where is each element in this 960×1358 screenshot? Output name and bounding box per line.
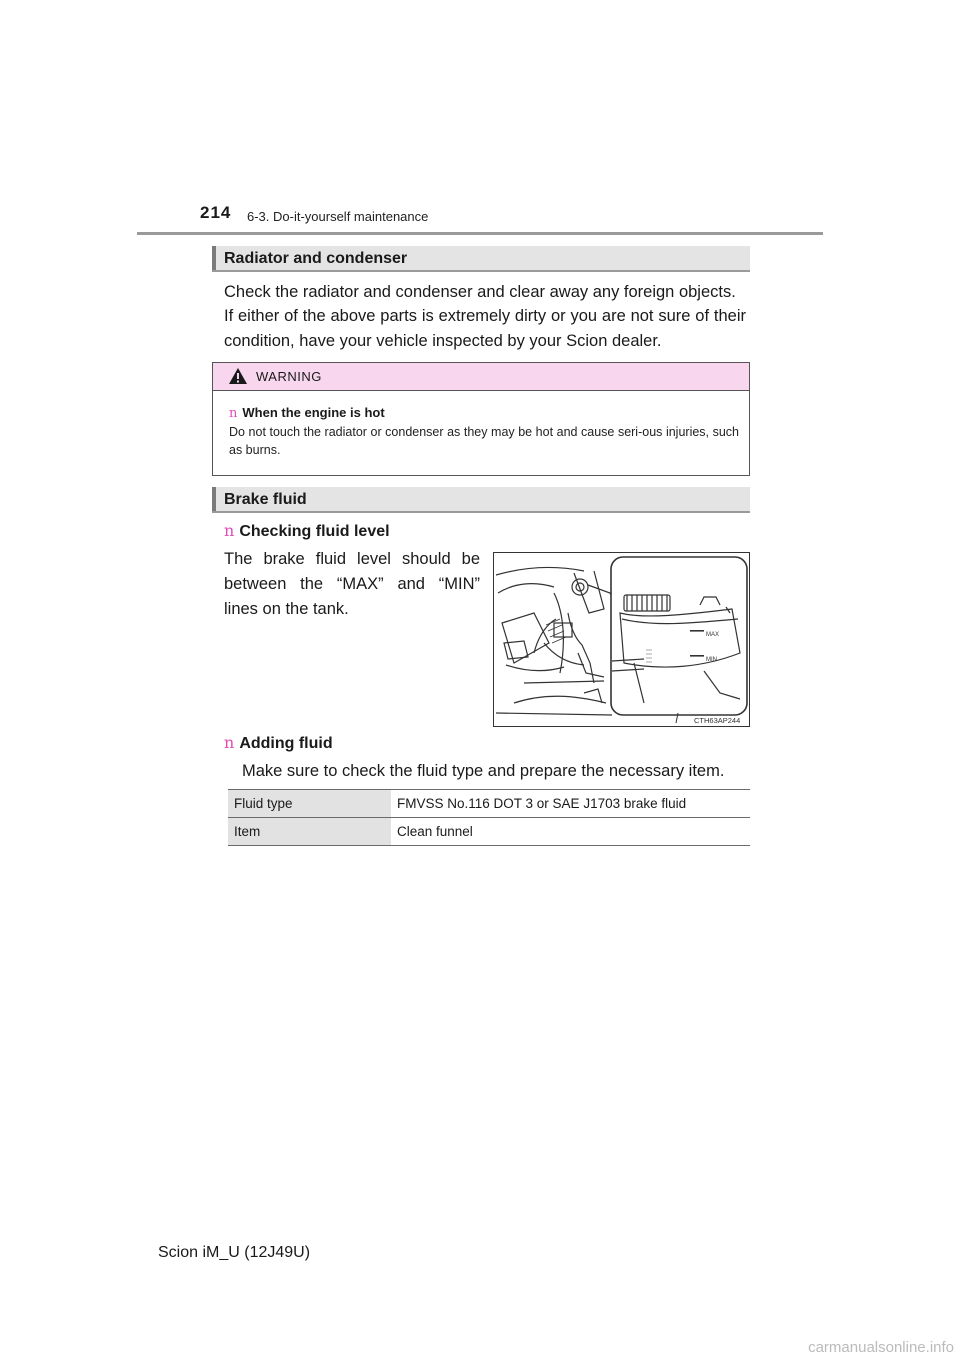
subheading-text: Adding fluid	[239, 735, 333, 752]
table-key-cell: Item	[228, 818, 391, 846]
section-title-bar	[212, 246, 216, 270]
adding-fluid-text: Make sure to check the fluid type and prepare the necessary item.	[242, 762, 725, 780]
bullet-square-icon: n	[224, 733, 235, 752]
radiator-paragraph-2: If either of the above parts is extremely dirty or you are not sure of their condition, have your vehicle inspected by your Scion dealer.	[224, 307, 746, 350]
subheading-adding-fluid	[224, 733, 333, 753]
watermark: carmanualsonline.info	[808, 1339, 954, 1356]
table-row	[228, 818, 750, 846]
section-title-text: Brake fluid	[224, 491, 307, 508]
brake-fluid-tank-illustration	[493, 552, 750, 727]
warning-box	[212, 362, 750, 476]
header-rule	[137, 232, 823, 235]
table-value-cell: FMVSS No.116 DOT 3 or SAE J1703 brake fluid	[391, 790, 750, 818]
warning-triangle-icon	[228, 367, 248, 385]
table-value-cell: Clean funnel	[391, 818, 750, 846]
min-line-label: MIN	[706, 657, 717, 663]
warning-item-title	[229, 405, 385, 421]
radiator-paragraph-1: Check the radiator and condenser and clear away any foreign objects.	[224, 283, 736, 301]
section-header: 6-3. Do-it-yourself maintenance	[247, 209, 429, 224]
figure-code: CTH63AP244	[694, 716, 741, 725]
max-line-label: MAX	[706, 632, 720, 638]
footer-model-code: Scion iM_U (12J49U)	[158, 1244, 311, 1261]
fluid-spec-table	[228, 789, 750, 846]
checking-fluid-text: The brake fluid level should be between the “MAX” and “MIN” lines on the tank.	[224, 550, 480, 618]
engine-bay-drawing	[494, 553, 750, 727]
warning-text: Do not touch the radiator or condenser as they may be hot and cause seri-ous injuries, such as burns.	[229, 425, 739, 457]
section-title-radiator	[212, 246, 750, 272]
subheading-checking-fluid	[224, 521, 390, 541]
table-row	[228, 790, 750, 818]
subheading-text: Checking fluid level	[239, 523, 390, 540]
section-title-bar	[212, 487, 216, 511]
table-key-cell: Fluid type	[228, 790, 391, 818]
bullet-square-icon: n	[224, 521, 235, 540]
warning-title: WARNING	[256, 369, 322, 384]
section-title-text: Radiator and condenser	[224, 250, 408, 267]
warning-item-title-text: When the engine is hot	[242, 405, 385, 420]
section-title-brake-fluid	[212, 487, 750, 513]
page-number: 214	[200, 203, 232, 222]
bullet-square-icon: n	[229, 406, 238, 421]
warning-header	[213, 363, 749, 391]
